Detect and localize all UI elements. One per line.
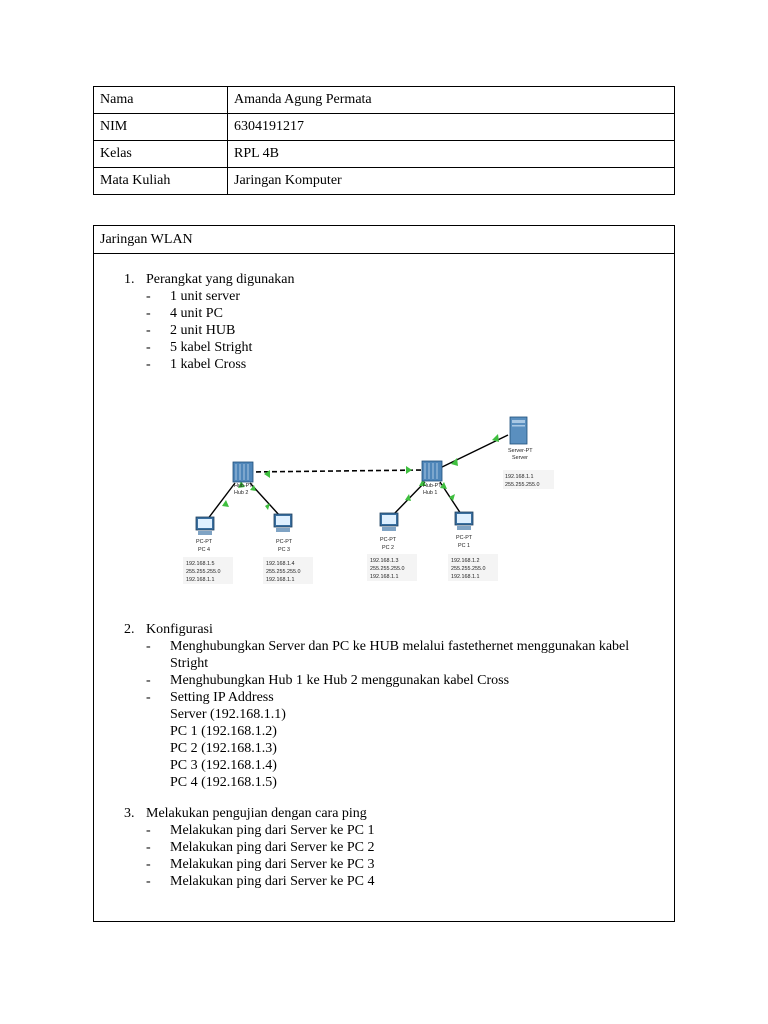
dash: - bbox=[146, 874, 151, 889]
config-item: Menghubungkan Server dan PC ke HUB melalui fastethernet menggunakan kabel Stright bbox=[170, 639, 630, 671]
hub-2-icon bbox=[233, 462, 253, 482]
dash: - bbox=[146, 690, 151, 705]
label-mata-kuliah: Mata Kuliah bbox=[94, 168, 228, 195]
device-item: 1 unit server bbox=[170, 289, 240, 304]
identity-table bbox=[93, 86, 675, 195]
network-topology-diagram bbox=[174, 410, 554, 592]
pc-1-type: PC-PT bbox=[456, 535, 473, 541]
ip-line: PC 1 (192.168.1.2) bbox=[170, 724, 277, 739]
dash: - bbox=[146, 639, 151, 654]
step-2-title: Konfigurasi bbox=[146, 622, 213, 637]
pc-3-mask: 255.255.255.0 bbox=[266, 569, 301, 575]
dash: - bbox=[146, 306, 151, 321]
ping-item: Melakukan ping dari Server ke PC 2 bbox=[170, 840, 375, 855]
server-type: Server-PT bbox=[508, 448, 533, 454]
ping-item: Melakukan ping dari Server ke PC 3 bbox=[170, 857, 375, 872]
config-item: Menghubungkan Hub 1 ke Hub 2 menggunakan kabel Cross bbox=[170, 673, 510, 688]
device-item: 1 kabel Cross bbox=[170, 357, 247, 372]
row-nama bbox=[94, 87, 675, 114]
step-3-number: 3. bbox=[124, 806, 135, 821]
pc-1-icon bbox=[455, 512, 473, 530]
pc-2-gateway: 192.168.1.1 bbox=[370, 574, 399, 580]
pc-2-name: PC 2 bbox=[382, 545, 394, 551]
pc-4-gateway: 192.168.1.1 bbox=[186, 577, 215, 583]
pc-2-ip: 192.168.1.3 bbox=[370, 558, 399, 564]
hub-1-icon bbox=[422, 461, 442, 481]
pc-4-ip: 192.168.1.5 bbox=[186, 561, 215, 567]
value-nama: Amanda Agung Permata bbox=[228, 87, 675, 114]
server-mask: 255.255.255.0 bbox=[505, 482, 540, 488]
hub-2-name: Hub 2 bbox=[234, 490, 249, 496]
value-kelas: RPL 4B bbox=[228, 141, 675, 168]
dash: - bbox=[146, 340, 151, 355]
pc-2-type: PC-PT bbox=[380, 537, 397, 543]
hub-2-type: Hub-PT bbox=[234, 483, 253, 489]
row-nim bbox=[94, 114, 675, 141]
row-mata-kuliah bbox=[94, 168, 675, 195]
hub-1-type: Hub-PT bbox=[423, 483, 442, 489]
step-3-title: Melakukan pengujian dengan cara ping bbox=[146, 806, 367, 821]
value-nim: 6304191217 bbox=[228, 114, 675, 141]
device-item: 5 kabel Stright bbox=[170, 340, 253, 355]
dash: - bbox=[146, 289, 151, 304]
pc-4-name: PC 4 bbox=[198, 547, 210, 553]
pc-2-mask: 255.255.255.0 bbox=[370, 566, 405, 572]
ip-line: PC 3 (192.168.1.4) bbox=[170, 758, 277, 773]
label-nim: NIM bbox=[94, 114, 228, 141]
device-item: 2 unit HUB bbox=[170, 323, 236, 338]
pc-3-type: PC-PT bbox=[276, 539, 293, 545]
pc-4-type: PC-PT bbox=[196, 539, 213, 545]
pc-1-name: PC 1 bbox=[458, 543, 470, 549]
step-1-number: 1. bbox=[124, 272, 135, 287]
value-mata-kuliah: Jaringan Komputer bbox=[228, 168, 675, 195]
pc-4-icon bbox=[196, 517, 214, 535]
hub-1-name: Hub 1 bbox=[423, 490, 438, 496]
section-title: Jaringan WLAN bbox=[94, 226, 674, 254]
dash: - bbox=[146, 323, 151, 338]
pc-1-ip: 192.168.1.2 bbox=[451, 558, 480, 564]
ip-line: PC 2 (192.168.1.3) bbox=[170, 741, 277, 756]
pc-3-name: PC 3 bbox=[278, 547, 290, 553]
server-icon bbox=[510, 417, 527, 444]
pc-3-icon bbox=[274, 514, 292, 532]
dash: - bbox=[146, 840, 151, 855]
pc-1-mask: 255.255.255.0 bbox=[451, 566, 486, 572]
row-kelas bbox=[94, 141, 675, 168]
config-item: Setting IP Address bbox=[170, 690, 274, 705]
pc-3-ip: 192.168.1.4 bbox=[266, 561, 295, 567]
dash: - bbox=[146, 357, 151, 372]
dash: - bbox=[146, 857, 151, 872]
ip-line: PC 4 (192.168.1.5) bbox=[170, 775, 277, 790]
label-kelas: Kelas bbox=[94, 141, 228, 168]
pc-3-gateway: 192.168.1.1 bbox=[266, 577, 295, 583]
step-2-number: 2. bbox=[124, 622, 135, 637]
device-item: 4 unit PC bbox=[170, 306, 223, 321]
step-1-title: Perangkat yang digunakan bbox=[146, 272, 295, 287]
label-nama: Nama bbox=[94, 87, 228, 114]
cable-hub2-pc4 bbox=[207, 483, 235, 520]
server-ip: 192.168.1.1 bbox=[505, 474, 534, 480]
server-name: Server bbox=[512, 455, 528, 461]
pc-1-gateway: 192.168.1.1 bbox=[451, 574, 480, 580]
dash: - bbox=[146, 673, 151, 688]
cross-cable bbox=[248, 470, 424, 472]
ip-line: Server (192.168.1.1) bbox=[170, 707, 286, 722]
ping-item: Melakukan ping dari Server ke PC 1 bbox=[170, 823, 375, 838]
ping-item: Melakukan ping dari Server ke PC 4 bbox=[170, 874, 375, 889]
pc-4-mask: 255.255.255.0 bbox=[186, 569, 221, 575]
dash: - bbox=[146, 823, 151, 838]
pc-2-icon bbox=[380, 513, 398, 531]
